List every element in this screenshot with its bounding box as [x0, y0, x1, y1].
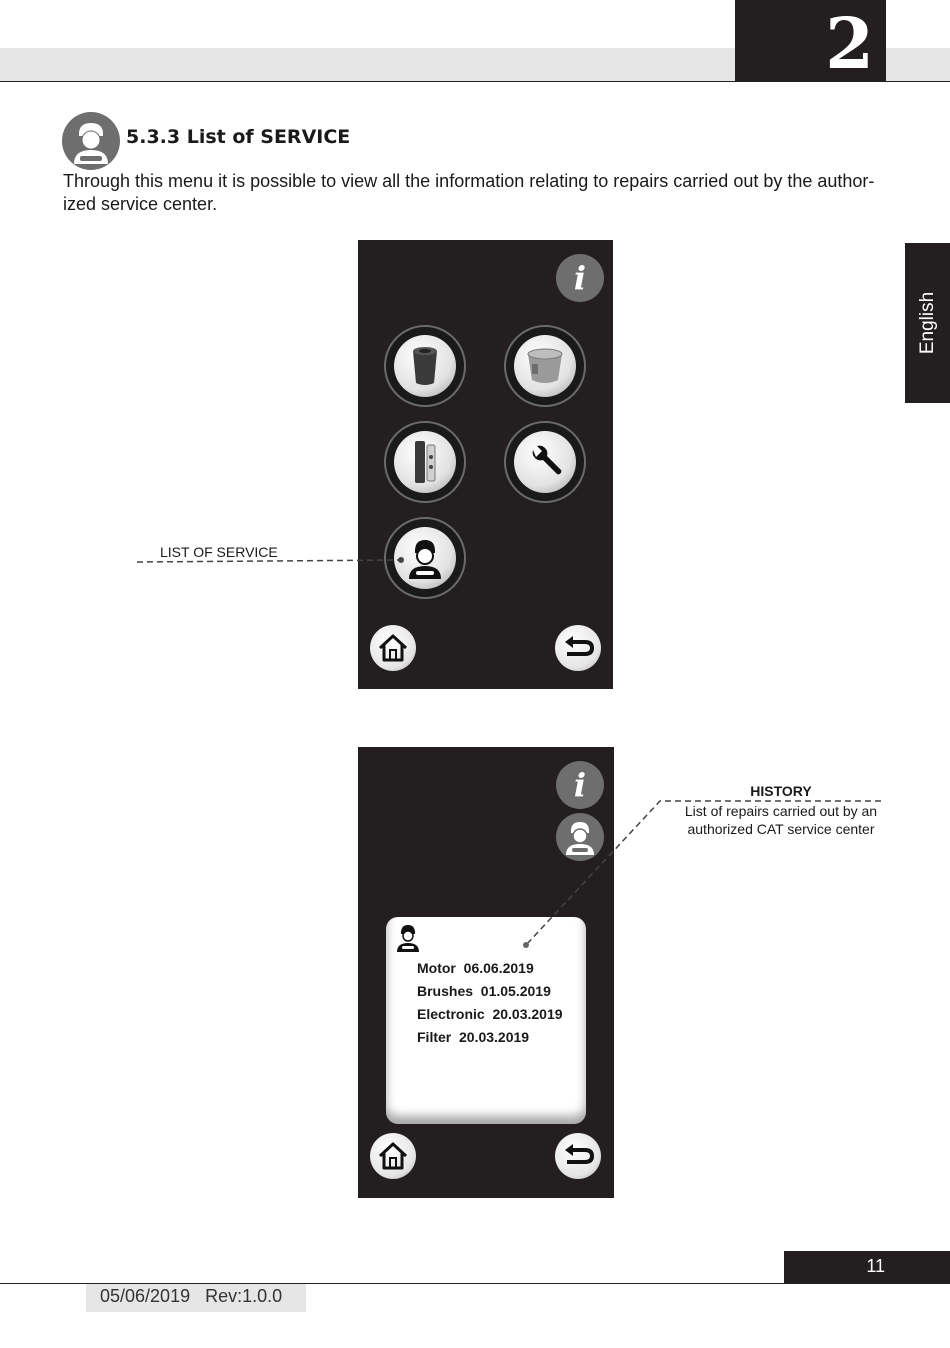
language-tab-label: English	[916, 291, 938, 355]
revision-box	[86, 1284, 306, 1312]
history-entry: Electronic 20.03.2019	[417, 1006, 563, 1022]
section-title: 5.3.3 List of SERVICE	[126, 126, 351, 148]
info-icon: i	[573, 766, 587, 804]
callout-label-list-of-service: LIST OF SERVICE	[160, 544, 278, 560]
page-number-box	[784, 1251, 950, 1283]
callout-title-history: HISTORY	[750, 783, 812, 799]
revision-text: 05/06/2019 Rev:1.0.0	[100, 1286, 283, 1306]
history-entry: Motor 06.06.2019	[417, 960, 534, 976]
history-entry: Brushes 01.05.2019	[417, 983, 551, 999]
section-intro: Through this menu it is possible to view all the information relating to repairs carried out by the author-ized service center.	[63, 171, 875, 214]
page-number: 11	[866, 1256, 885, 1276]
callout-description-history: List of repairs carried out by an authorized CAT service center	[684, 803, 878, 837]
history-entry: Filter 20.03.2019	[417, 1029, 530, 1045]
chapter-number: 2	[825, 2, 874, 85]
info-icon: i	[573, 259, 587, 297]
